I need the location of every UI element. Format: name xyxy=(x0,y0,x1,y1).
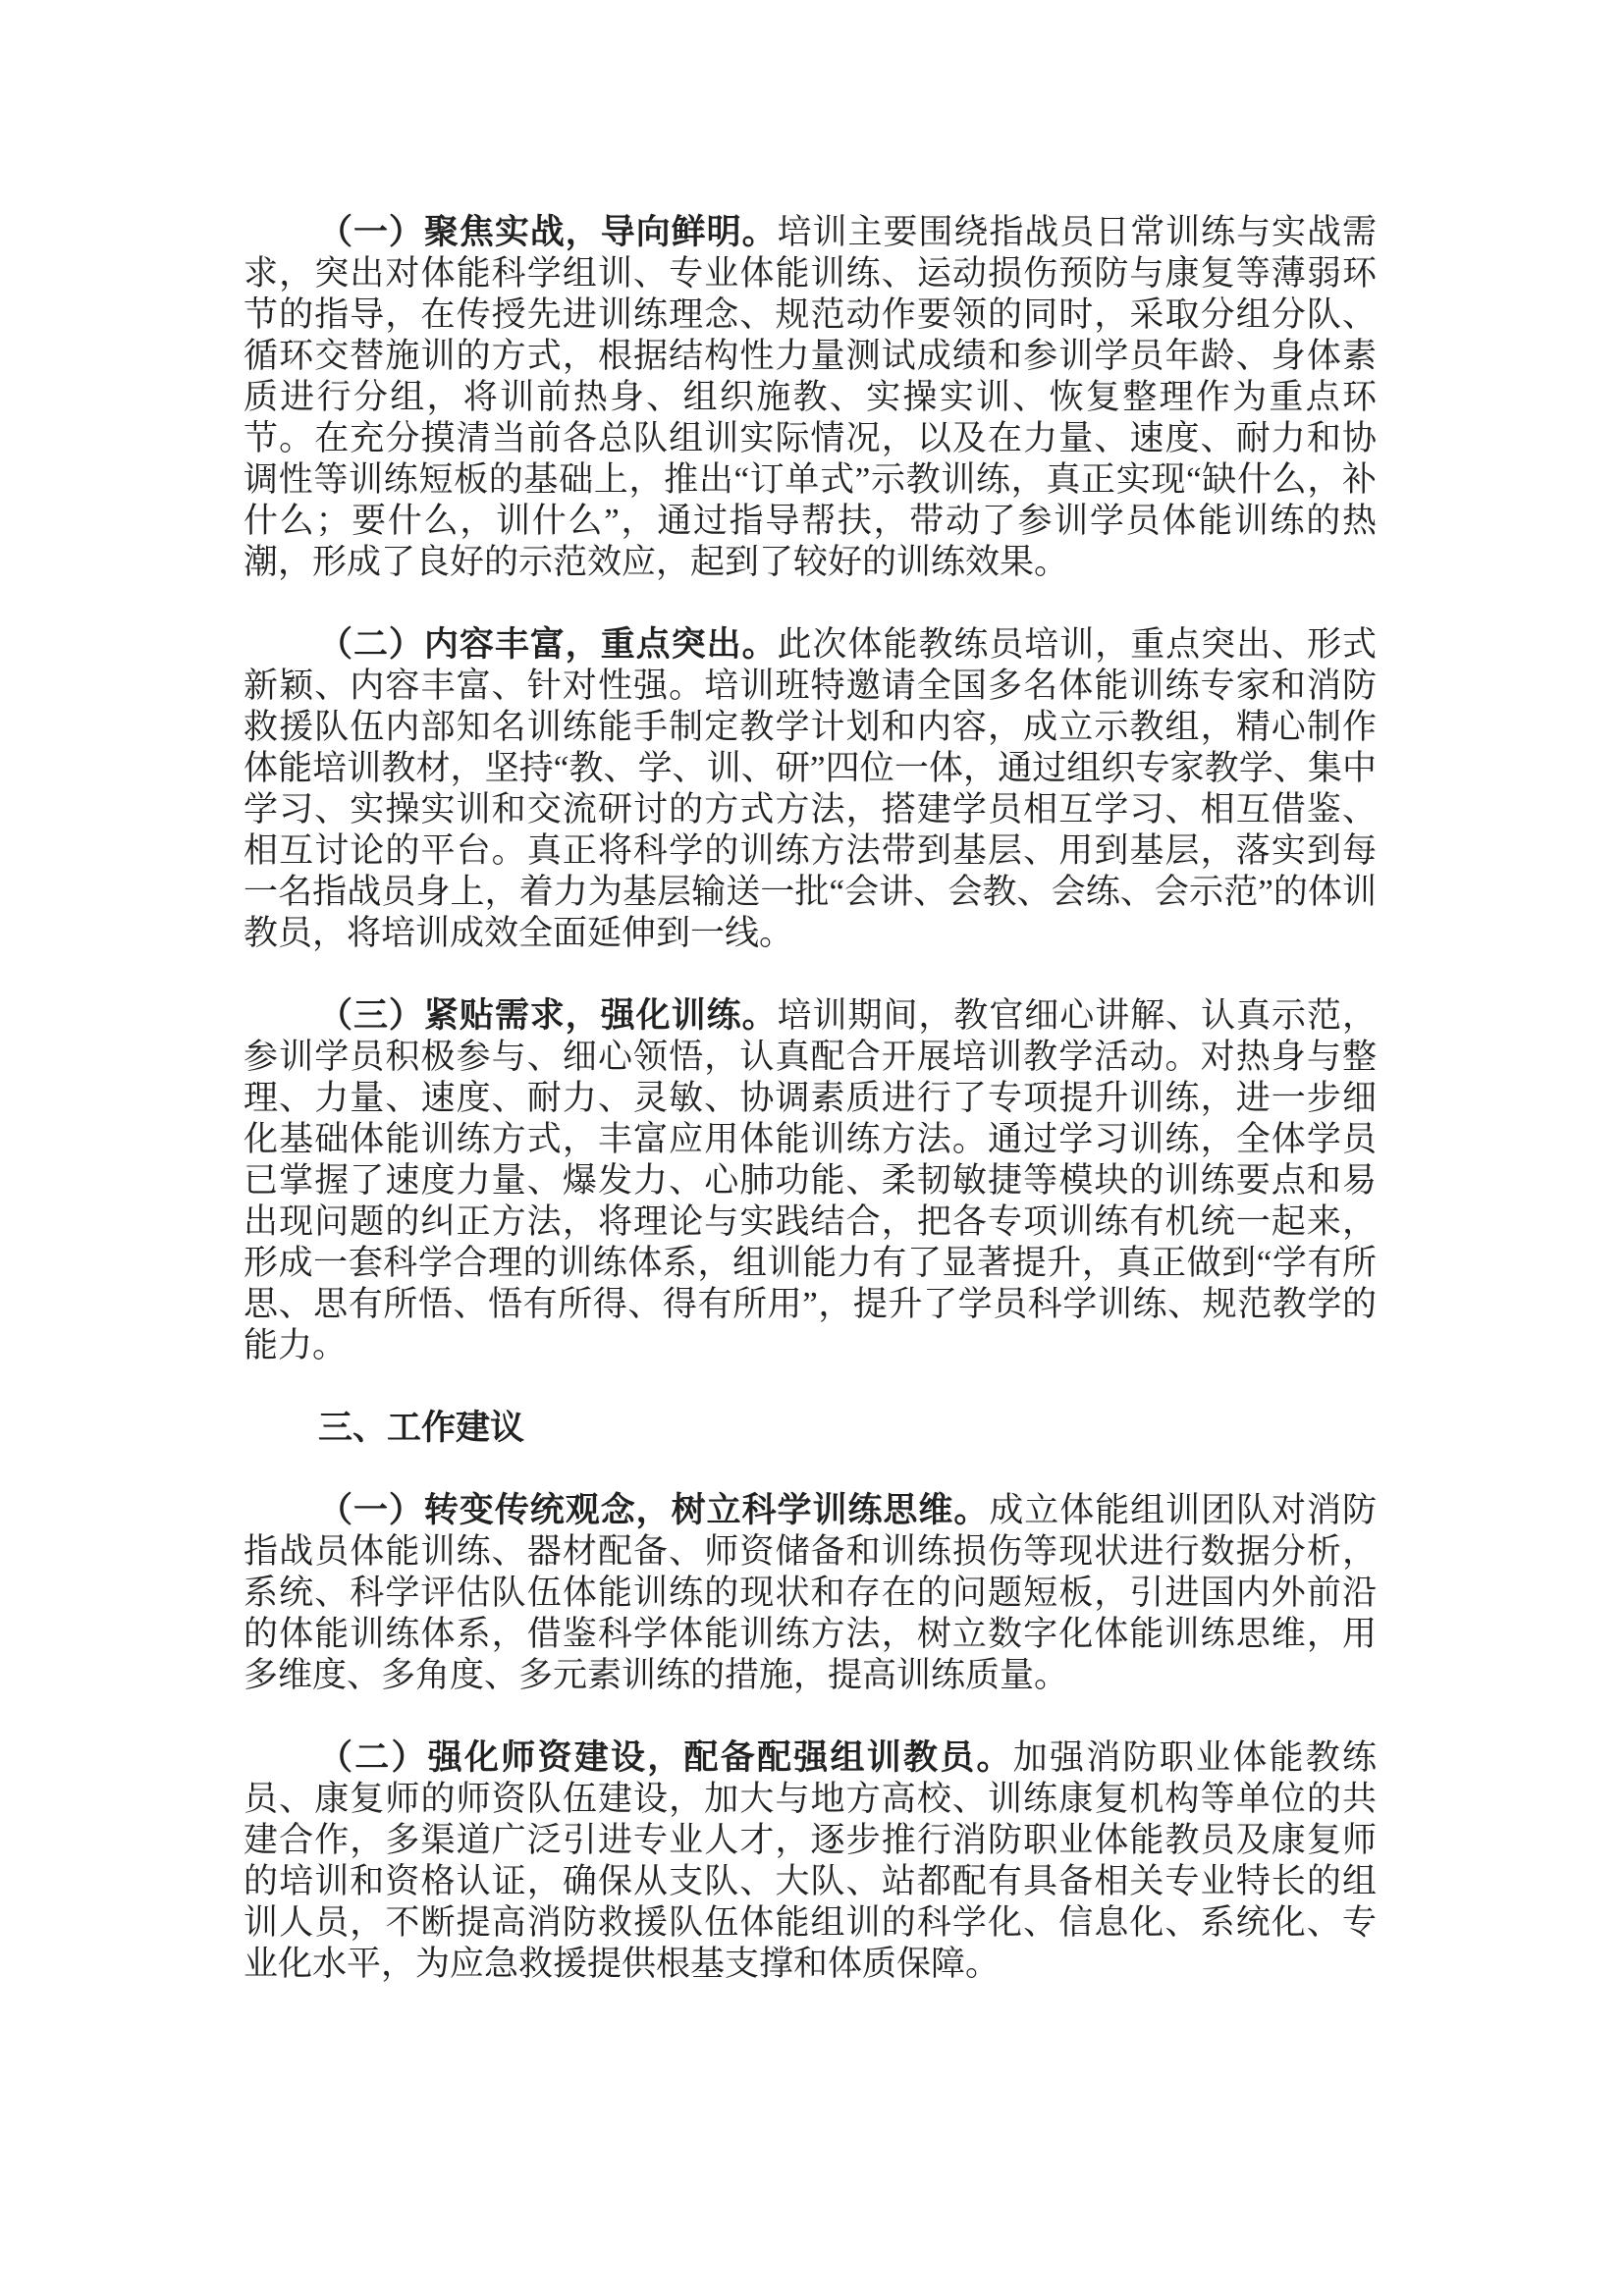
paragraph-lead-bold: （一）聚焦实战，导向鲜明。 xyxy=(318,213,778,251)
paragraph-change-concepts xyxy=(244,1490,1377,1696)
section-heading-work-suggestions: 三、工作建议 xyxy=(318,1409,525,1447)
paragraph-body-text: 成立体能组训团队对消防指战员体能训练、器材配备、师资储备和训练损伤等现状进行数据分析，系统、科学评估队伍体能训练的现状和存在的问题短板，引进国内外前沿的体能训练体系，借鉴科学体能训练方法，树立数字化体能训练思维，用多维度、多角度、多元素训练的措施，提高训练质量。 xyxy=(244,1491,1377,1694)
paragraph-body-text: 培训期间，教官细心讲解、认真示范，参训学员积极参与、细心领悟，认真配合开展培训教学活动。对热身与整理、力量、速度、耐力、灵敏、协调素质进行了专项提升训练，进一步细化基础体能训练方式，丰富应用体能训练方法。通过学习训练，全体学员已掌握了速度力量、爆发力、心肺功能、柔韧敏捷等模块的训练要点和易出现问题的纠正方法，将理论与实践结合，把各专项训练有机统一起来，形成一套科学合理的训练体系，组训能力有了显著提升，真正做到“学有所思、思有所悟、悟有所得、得有所用”，提升了学员科学训练、规范教学的能力。 xyxy=(244,996,1377,1364)
paragraph-lead-bold: （二）内容丰富，重点突出。 xyxy=(318,625,778,664)
paragraph-rich-content xyxy=(244,624,1377,954)
paragraph-focus-combat xyxy=(244,212,1377,583)
paragraph-close-to-needs xyxy=(244,995,1377,1366)
paragraph-body-text: 此次体能教练员培训，重点突出、形式新颖、内容丰富、针对性强。培训班特邀请全国多名体能训练专家和消防救援队伍内部知名训练能手制定教学计划和内容，成立示教组，精心制作体能培训教材，坚持“教、学、训、研”四位一体，通过组织专家教学、集中学习、实操实训和交流研讨的方式方法，搭建学员相互学习、相互借鉴、相互讨论的平台。真正将科学的训练方法带到基层、用到基层，落实到每一名指战员身上，着力为基层输送一批“会讲、会教、会练、会示范”的体训教员，将培训成效全面延伸到一线。 xyxy=(244,625,1377,952)
paragraph-lead-bold: （三）紧贴需求，强化训练。 xyxy=(318,996,778,1035)
paragraph-lead-bold: （一）转变传统观念，树立科学训练思维。 xyxy=(318,1491,990,1529)
paragraph-lead-bold: （二）强化师资建设，配备配强组训教员。 xyxy=(318,1738,1013,1777)
paragraph-body-text: 加强消防职业体能教练员、康复师的师资队伍建设，加大与地方高校、训练康复机构等单位的共建合作，多渠道广泛引进专业人才，逐步推行消防职业体能教员及康复师的培训和资格认证，确保从支队、大队、站都配有具备相关专业特长的组训人员，不断提高消防救援队伍体能组训的科学化、信息化、系统化、专业化水平，为应急救援提供根基支撑和体质保障。 xyxy=(244,1738,1377,1983)
paragraph-strengthen-faculty xyxy=(244,1737,1377,1985)
paragraph-body-text: 培训主要围绕指战员日常训练与实战需求，突出对体能科学组训、专业体能训练、运动损伤预防与康复等薄弱环节的指导，在传授先进训练理念、规范动作要领的同时，采取分组分队、循环交替施训的方式，根据结构性力量测试成绩和参训学员年龄、身体素质进行分组，将训前热身、组织施教、实操实训、恢复整理作为重点环节。在充分摸清当前各总队组训实际情况，以及在力量、速度、耐力和协调性等训练短板的基础上，推出“订单式”示教训练，真正实现“缺什么，补什么；要什么，训什么”，通过指导帮扶，带动了参训学员体能训练的热潮，形成了良好的示范效应，起到了较好的训练效果。 xyxy=(244,213,1377,581)
